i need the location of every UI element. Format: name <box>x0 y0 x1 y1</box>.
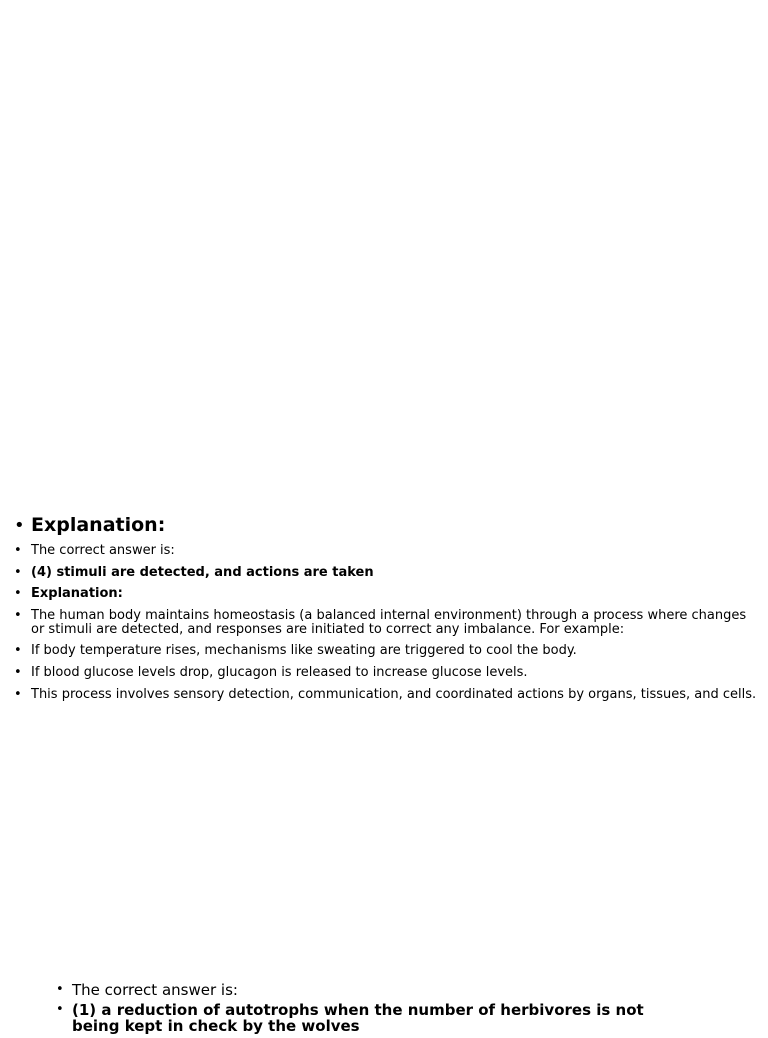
list-item-text: If body temperature rises, mechanisms like sweating are triggered to cool the body. <box>31 643 577 659</box>
bullet-icon: • <box>14 564 22 580</box>
correct-answer-text: (4) stimuli are detected, and actions are taken <box>31 564 374 580</box>
list-item <box>14 544 759 558</box>
list-item <box>14 666 759 680</box>
list-item-text: This process involves sensory detection, communication, and coordinated actions by organs, tissues, and cells. <box>31 686 757 702</box>
bullet-icon: • <box>56 1002 64 1017</box>
list-item-text: The correct answer is: <box>31 543 175 558</box>
explanation-section <box>14 514 759 709</box>
bullet-icon: • <box>14 686 22 702</box>
explanation-list <box>14 544 759 702</box>
list-item-text: The human body maintains homeostasis (a balanced internal environment) through a process where changes or stimuli are detected, and responses are initiated to correct any imbalance. For example: <box>31 607 747 637</box>
list-item-text: The correct answer is: <box>72 981 238 999</box>
list-item <box>14 688 759 702</box>
bullet-icon: • <box>14 643 22 659</box>
list-item <box>56 982 696 998</box>
correct-answer-text: (1) a reduction of autotrophs when the number of herbivores is not being kept in check by the wolves <box>72 1001 644 1035</box>
bullet-icon: • <box>14 664 22 680</box>
list-item <box>14 609 759 637</box>
bullet-icon: • <box>14 543 22 558</box>
list-item <box>56 1002 696 1034</box>
explanation-heading: Explanation: <box>31 514 166 536</box>
explanation-heading-row <box>14 514 759 536</box>
list-item <box>14 566 759 580</box>
answer-section <box>56 982 696 1038</box>
bullet-icon: • <box>14 607 22 623</box>
list-item-text: Explanation: <box>31 586 123 602</box>
list-item <box>14 644 759 658</box>
bullet-icon: • <box>56 982 64 997</box>
list-item-text: If blood glucose levels drop, glucagon is released to increase glucose levels. <box>31 664 528 680</box>
bullet-icon: • <box>14 515 25 536</box>
list-item <box>14 587 759 601</box>
bullet-icon: • <box>14 586 22 602</box>
